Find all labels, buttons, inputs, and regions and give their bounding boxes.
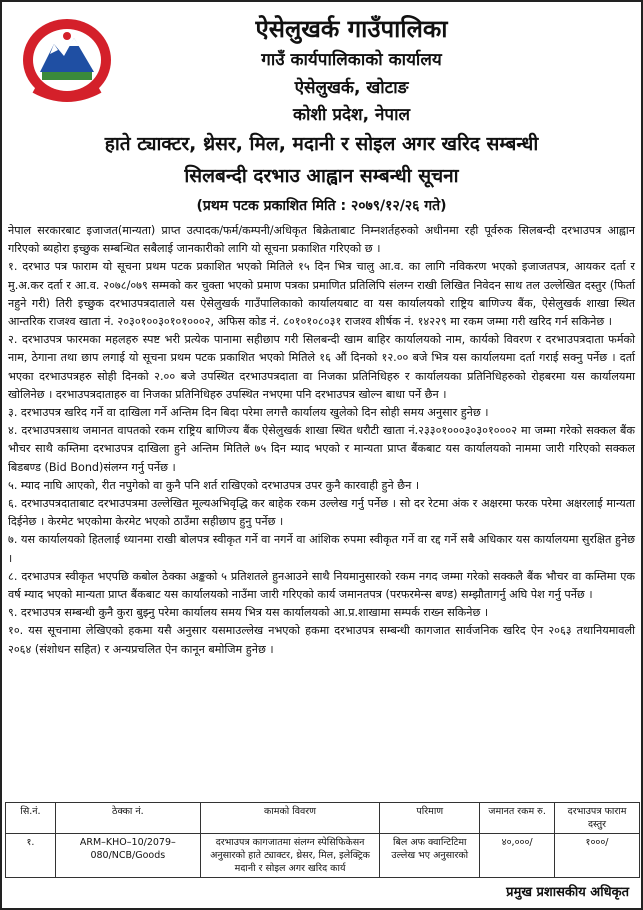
condition-item: २. दरभाउपत्र फारमका महलहरु स्पष्ट भरी प्रत्येक पानामा सहीछाप गरी सिलबन्दी खाम बाहिर कार्यालयको नाम, कार्यको विवरण र दरभाउपत्रदाता फर्मको नाम, ठेगाना तथा छाप लगाई यो सूचना प्रथम पटक प्रकाशित भएको मितिले १६ औं दिनको १२.०० बजे भित्र यस कार्यालयमा दर्ता गराई सक्नु पर्नेछ । दर्ता भएका दरभाउपत्रहरु सोही दिनको २.०० बजे उपस्थित दरभाउपत्रदाता वा निजका प्रतिनिधिहरु र कार्यालयका प्रतिनिधिहरुको रोहबरमा यस कार्यालयमा खोलिनेछ । दरभाउपत्रदाताहरु वा निजका प्रतिनिधिहरु उपस्थित नभएमा पनि दरभाउपत्र खोल्न बाधा पर्ने छैन । xyxy=(8,333,635,401)
office-name: गाउँ कार्यपालिकाको कार्यालय xyxy=(261,50,442,70)
condition-item: ७. यस कार्यालयको हितलाई ध्यानमा राखी बोलपत्र स्वीकृत गर्ने वा नगर्ने वा आंशिक रुपमा स्वीकृत गर्ने वा रद्द गर्ने सबै अधिकार यस कार्यालयमा सुरक्षित हुनेछ । xyxy=(8,533,635,565)
table-cell: १०००/ xyxy=(555,834,640,878)
condition-item: १०. यस सूचनामा लेखिएको हकमा यसै अनुसार यसमाउल्लेख नभएको हकमा दरभाउपत्र सम्बन्धी कागजात सार्वजनिक खरिद ऐन २०६३ तथानियमावली २०६४ (संशोधन सहित) र अन्यप्रचलित ऐन कानून बमोजिम हुनेछ । xyxy=(8,624,635,656)
column-header: दरभाउपत्र फाराम दस्तुर xyxy=(555,803,640,834)
notice-body xyxy=(8,222,635,659)
condition-item: ९. दरभाउपत्र सम्बन्धी कुनै कुरा बुझ्नु परेमा कार्यालय समय भित्र यस कार्यालयको आ.प्र.शाखामा सम्पर्क राख्न सकिनेछ । xyxy=(8,606,489,620)
office-location: ऐसेलुखर्क, खोटाङ xyxy=(294,78,409,98)
column-header: परिमाण xyxy=(380,803,480,834)
contract-table xyxy=(5,802,640,878)
condition-item: ६. दरभाउपत्रदाताबाट दरभाउपत्रमा उल्लेखित मूल्यअभिवृद्धि कर बाहेक रकम उल्लेख गर्नु पर्नेछ । सो दर रेटमा अंक र अक्षरमा फरक परेमा अक्षरलाई मान्यता दिईनेछ । केरमेट भएकोमा केरमेट भएको ठाउँमा सहीछाप हुनु पर्नेछ । xyxy=(8,497,635,529)
column-header: सि.नं. xyxy=(6,803,56,834)
column-header: कामको विवरण xyxy=(200,803,380,834)
condition-item: ४. दरभाउपत्रसाथ जमानत वापतको रकम राष्ट्रिय बाणिज्य बैंक ऐसेलुखर्क शाखा स्थित धरौटी खाता नं.२३३०१०००३०३०१०००२ मा जम्मा गरेको सक्कल बैंक भौचर साथै कम्तिमा दरभाउपत्र दाखिला हुने अन्तिम मितिले ७५ दिन म्याद भएको र मान्यता प्राप्त बैंकबाट यस कार्यालयको नाममा जारी गरिएको सक्कल बिडबण्ड (Bid Bond)संलग्न गर्नु पर्नेछ । xyxy=(8,424,635,474)
province-line: कोशी प्रदेश, नेपाल xyxy=(293,105,410,125)
column-header: जमानत रकम रु. xyxy=(480,803,555,834)
condition-item: ५. म्याद नाघि आएको, रीत नपुगेको वा कुनै पनि शर्त राखिएको दरभाउपत्र उपर कुनै कारवाही हुने छैन । xyxy=(8,478,420,492)
publish-date-line: (प्रथम पटक प्रकाशित मिति : २०७९/१२/२६ गते) xyxy=(196,198,447,214)
table-row xyxy=(6,834,640,878)
condition-item: ३. दरभाउपत्र खरिद गर्ने वा दाखिला गर्ने अन्तिम दिन बिदा परेमा लगत्तै कार्यालय खुलेको दिन सोही समय अनुसार हुनेछ । xyxy=(8,406,489,420)
table-cell: दरभाउपत्र कागजातमा संलग्न स्पेसिफिकेसन अनुसारको हाते ट्याक्टर, थ्रेसर, मिल, इलेक्ट्रिक मदानी र सोइल अगर खरिद कार्य xyxy=(200,834,380,878)
municipality-title: ऐसेलुखर्क गाउँपालिका xyxy=(255,15,448,43)
notice-title-line1: हाते ट्याक्टर, थ्रेसर, मिल, मदानी र सोइल अगर खरिद सम्बन्धी xyxy=(104,133,539,155)
table-cell: १. xyxy=(6,834,56,878)
notice-title-line2: सिलबन्दी दरभाउ आह्वान सम्बन्धी सूचना xyxy=(184,165,459,187)
condition-item: १. दरभाउ पत्र फाराम यो सूचना प्रथम पटक प्रकाशित भएको मितिले १५ दिन भित्र चालु आ.व. का लागि नविकरण भएको इजाजतपत्र, आयकर दर्ता र मु.अ.कर दर्ता र आ.व. २०७८/०७९ सम्मको कर चुक्ता भएको प्रमाण पत्रका प्रमाणित प्रतिलिपि संलग्न राखी लिखित निवेदन साथ तल उल्लेखित दस्तुर (फिर्ता नहुने गरी) तिरी इच्छुक दरभाउपत्रदाताले यस ऐसेलुखर्क गाउँपालिकाको कार्यालयबाट वा यस कार्यालयको राष्ट्रिय बाणिज्य बैंक, ऐसेलुखर्क शाखा स्थित आन्तरिक राजश्व खाता नं. २०३०१००३०१०१०००२, अफिस कोड नं. ८०१०१०८०३१ राजश्व शीर्षक नं. १४२२९ मा रकम जम्मा गरी खरिद गर्न सकिनेछ । xyxy=(8,260,635,329)
condition-item: ८. दरभाउपत्र स्वीकृत भएपछि कबोल ठेक्का अङ्कको ५ प्रतिशतले हुनआउने साथै नियमानुसारको रकम नगद जम्मा गरेको सक्कलै बैंक भौचर वा कम्तिमा एक वर्ष म्याद भएको मान्यता प्राप्त बैंकबाट यस कार्यालयको नाउँमा जारी गरिएको कार्य जमानतपत्र (परफरमेन्स बण्ड) सम्झौतागर्नु अघि पेश गर्नु पर्नेछ । xyxy=(8,569,635,602)
intro-paragraph: नेपाल सरकारबाट इजाजत(मान्यता) प्राप्त उत्पादक/फर्म/कम्पनी/अधिकृत बिक्रेताबाट निम्नशर्तहरुको अधीनमा रही पूर्वरुक सिलबन्दी दरभाउपत्र आह्वान गरिएको ब्यहोरा इच्छुक सम्बन्धित सबैलाई जानकारीको लागि यो सूचना प्रकाशित गरिएको छ । xyxy=(8,224,635,256)
table-cell: ARM–KHO–10/2079–080/NCB/Goods xyxy=(55,834,200,878)
table-cell: बिल अफ क्वान्टिटिमा उल्लेख भए अनुसारको xyxy=(380,834,480,878)
column-header: ठेक्का नं. xyxy=(55,803,200,834)
table-cell: ४०,०००/ xyxy=(480,834,555,878)
table-header-row xyxy=(6,803,640,834)
signatory-title: प्रमुख प्रशासकीय अधिकृत xyxy=(506,885,629,900)
